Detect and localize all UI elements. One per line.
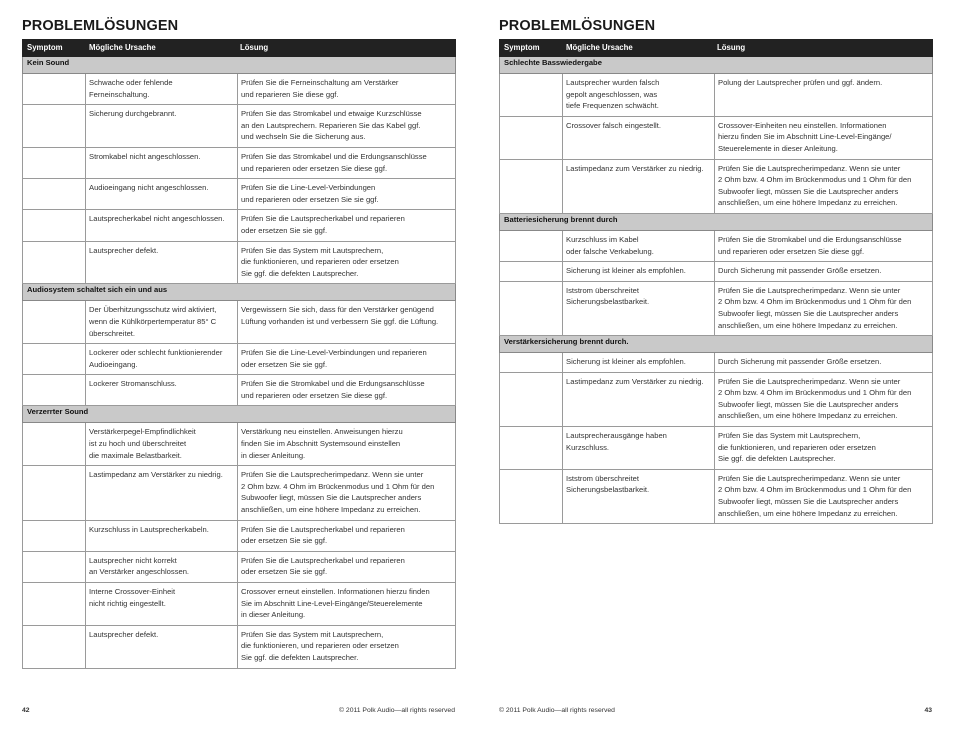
- table-row: [23, 520, 456, 551]
- symptom-cell: [23, 147, 86, 178]
- page-number: 42: [22, 707, 30, 714]
- section-heading: Verzerrter Sound: [23, 406, 456, 423]
- cause-cell: Stromkabel nicht angeschlossen.: [86, 147, 238, 178]
- symptom-cell: [23, 210, 86, 241]
- cause-cell: Iststrom überschreitet Sicherungsbelastbarkeit.: [563, 281, 715, 335]
- solution-cell: Prüfen Sie das System mit Lautsprechern, die funktionieren, und reparieren oder ersetzen Sie ggf. die defekten Lautsprecher.: [238, 625, 456, 668]
- section-row: [23, 406, 456, 423]
- symptom-cell: [23, 520, 86, 551]
- symptom-cell: [23, 105, 86, 148]
- cause-cell: Sicherung ist kleiner als empfohlen.: [563, 353, 715, 373]
- table-row: [500, 230, 933, 261]
- solution-cell: Crossover erneut einstellen. Informationen hierzu finden Sie im Abschnitt Line-Level-Eingänge/Steuerelemente in dieser Anleitung.: [238, 583, 456, 626]
- cause-cell: Lockerer Stromanschluss.: [86, 375, 238, 406]
- table-row: [500, 427, 933, 470]
- solution-cell: Durch Sicherung mit passender Größe ersetzen.: [715, 353, 933, 373]
- symptom-cell: [500, 353, 563, 373]
- cause-cell: Iststrom überschreitet Sicherungsbelastbarkeit.: [563, 469, 715, 523]
- symptom-cell: [500, 116, 563, 159]
- section-row: [500, 336, 933, 353]
- symptom-cell: [23, 423, 86, 466]
- table-row: [500, 159, 933, 213]
- solution-cell: Prüfen Sie die Ferneinschaltung am Verstärker und reparieren Sie diese ggf.: [238, 74, 456, 105]
- symptom-cell: [23, 466, 86, 520]
- cause-cell: Lautsprecher defekt.: [86, 625, 238, 668]
- table-row: [23, 74, 456, 105]
- table-row: [23, 551, 456, 582]
- section-heading: Schlechte Basswiedergabe: [500, 57, 933, 74]
- section-row: [23, 57, 456, 74]
- table-row: [23, 147, 456, 178]
- symptom-cell: [23, 551, 86, 582]
- cause-cell: Lautsprecherkabel nicht angeschlossen.: [86, 210, 238, 241]
- cause-cell: Interne Crossover-Einheit nicht richtig eingestellt.: [86, 583, 238, 626]
- header-symptom: Symptom: [500, 40, 563, 57]
- right-page: [499, 0, 932, 738]
- cause-cell: Lastimpedanz zum Verstärker zu niedrig.: [563, 372, 715, 426]
- solution-cell: Prüfen Sie die Lautsprecherimpedanz. Wenn sie unter 2 Ohm bzw. 4 Ohm im Brückenmodus und 1 Ohm für den Subwoofer liegt, müssen Sie die Lautsprecher anders anschließen, um eine höhere Impedanz zu erreichen.: [715, 469, 933, 523]
- section-heading: Verstärkersicherung brennt durch.: [500, 336, 933, 353]
- solution-cell: Prüfen Sie das System mit Lautsprechern, die funktionieren, und reparieren oder ersetzen Sie ggf. die defekten Lautsprecher.: [238, 241, 456, 284]
- solution-cell: Prüfen Sie die Lautsprecherkabel und reparieren oder ersetzen Sie sie ggf.: [238, 520, 456, 551]
- cause-cell: Crossover falsch eingestellt.: [563, 116, 715, 159]
- symptom-cell: [23, 74, 86, 105]
- cause-cell: Lautsprecherausgänge haben Kurzschluss.: [563, 427, 715, 470]
- solution-cell: Crossover-Einheiten neu einstellen. Informationen hierzu finden Sie im Abschnitt Line-Level-Eingänge/ Steuerelemente in dieser Anleitung.: [715, 116, 933, 159]
- solution-cell: Durch Sicherung mit passender Größe ersetzen.: [715, 262, 933, 282]
- header-symptom: Symptom: [23, 40, 86, 57]
- table-row: [500, 353, 933, 373]
- solution-cell: Prüfen Sie die Lautsprecherimpedanz. Wenn sie unter 2 Ohm bzw. 4 Ohm im Brückenmodus und 1 Ohm für den Subwoofer liegt, müssen Sie die Lautsprecher anders anschließen, um eine höhere Impedanz zu erreichen.: [238, 466, 456, 520]
- symptom-cell: [23, 241, 86, 284]
- symptom-cell: [500, 427, 563, 470]
- cause-cell: Der Überhitzungsschutz wird aktiviert, wenn die Kühlkörpertemperatur 85° C überschreitet.: [86, 301, 238, 344]
- symptom-cell: [23, 179, 86, 210]
- cause-cell: Kurzschluss im Kabel oder falsche Verkabelung.: [563, 230, 715, 261]
- table-row: [23, 625, 456, 668]
- cause-cell: Lautsprecher defekt.: [86, 241, 238, 284]
- table-row: [500, 262, 933, 282]
- table-header-row: [23, 40, 456, 57]
- cause-cell: Audioeingang nicht angeschlossen.: [86, 179, 238, 210]
- symptom-cell: [23, 583, 86, 626]
- solution-cell: Prüfen Sie die Lautsprecherkabel und reparieren oder ersetzen Sie sie ggf.: [238, 210, 456, 241]
- solution-cell: Prüfen Sie die Lautsprecherimpedanz. Wenn sie unter 2 Ohm bzw. 4 Ohm im Brückenmodus und 1 Ohm für den Subwoofer liegt, müssen Sie die Lautsprecher anders anschließen, um eine höhere Impedanz zu erreichen.: [715, 372, 933, 426]
- troubleshooting-table: [499, 39, 933, 524]
- section-heading: Audiosystem schaltet sich ein und aus: [23, 284, 456, 301]
- copyright-footer: © 2011 Polk Audio—all rights reserved: [499, 707, 615, 714]
- solution-cell: Verstärkung neu einstellen. Anweisungen hierzu finden Sie im Abschnitt Systemsound einstellen in dieser Anleitung.: [238, 423, 456, 466]
- table-row: [23, 105, 456, 148]
- symptom-cell: [500, 469, 563, 523]
- header-cause: Mögliche Ursache: [563, 40, 715, 57]
- cause-cell: Schwache oder fehlende Ferneinschaltung.: [86, 74, 238, 105]
- table-row: [23, 466, 456, 520]
- cause-cell: Lastimpedanz zum Verstärker zu niedrig.: [563, 159, 715, 213]
- solution-cell: Prüfen Sie die Lautsprecherkabel und reparieren oder ersetzen Sie sie ggf.: [238, 551, 456, 582]
- table-row: [23, 423, 456, 466]
- symptom-cell: [500, 74, 563, 117]
- cause-cell: Lautsprecher nicht korrekt an Verstärker angeschlossen.: [86, 551, 238, 582]
- cause-cell: Lastimpedanz am Verstärker zu niedrig.: [86, 466, 238, 520]
- solution-cell: Prüfen Sie das System mit Lautsprechern, die funktionieren, und reparieren oder ersetzen Sie ggf. die defekten Lautsprecher.: [715, 427, 933, 470]
- section-heading: Batteriesicherung brennt durch: [500, 213, 933, 230]
- symptom-cell: [23, 625, 86, 668]
- solution-cell: Vergewissern Sie sich, dass für den Verstärker genügend Lüftung vorhanden ist und verbessern Sie ggf. die Lüftung.: [238, 301, 456, 344]
- cause-cell: Verstärkerpegel-Empfindlichkeit ist zu hoch und überschreitet die maximale Belastbarkeit.: [86, 423, 238, 466]
- table-header-row: [500, 40, 933, 57]
- table-row: [23, 210, 456, 241]
- table-row: [500, 372, 933, 426]
- solution-cell: Prüfen Sie die Line-Level-Verbindungen und reparieren oder ersetzen Sie sie ggf.: [238, 344, 456, 375]
- header-solution: Lösung: [715, 40, 933, 57]
- table-row: [23, 301, 456, 344]
- solution-cell: Prüfen Sie die Line-Level-Verbindungen und reparieren oder ersetzen Sie sie ggf.: [238, 179, 456, 210]
- solution-cell: Prüfen Sie die Stromkabel und die Erdungsanschlüsse und reparieren oder ersetzen Sie diese ggf.: [238, 375, 456, 406]
- section-row: [500, 57, 933, 74]
- section-row: [500, 213, 933, 230]
- table-row: [500, 469, 933, 523]
- troubleshooting-table: [22, 39, 456, 669]
- table-row: [500, 116, 933, 159]
- page-title: PROBLEMLÖSUNGEN: [499, 18, 656, 34]
- header-solution: Lösung: [238, 40, 456, 57]
- symptom-cell: [23, 375, 86, 406]
- table-row: [23, 179, 456, 210]
- table-row: [23, 375, 456, 406]
- symptom-cell: [23, 301, 86, 344]
- symptom-cell: [500, 159, 563, 213]
- copyright-footer: © 2011 Polk Audio—all rights reserved: [339, 707, 455, 714]
- page-number: 43: [924, 707, 932, 714]
- table-row: [23, 583, 456, 626]
- solution-cell: Prüfen Sie die Lautsprecherimpedanz. Wenn sie unter 2 Ohm bzw. 4 Ohm im Brückenmodus und 1 Ohm für den Subwoofer liegt, müssen Sie die Lautsprecher anders anschließen, um eine höhere Impedanz zu erreichen.: [715, 281, 933, 335]
- table-row: [500, 281, 933, 335]
- cause-cell: Sicherung durchgebrannt.: [86, 105, 238, 148]
- symptom-cell: [23, 344, 86, 375]
- cause-cell: Sicherung ist kleiner als empfohlen.: [563, 262, 715, 282]
- cause-cell: Kurzschluss in Lautsprecherkabeln.: [86, 520, 238, 551]
- solution-cell: Prüfen Sie das Stromkabel und die Erdungsanschlüsse und reparieren oder ersetzen Sie diese ggf.: [238, 147, 456, 178]
- header-cause: Mögliche Ursache: [86, 40, 238, 57]
- solution-cell: Prüfen Sie die Lautsprecherimpedanz. Wenn sie unter 2 Ohm bzw. 4 Ohm im Brückenmodus und 1 Ohm für den Subwoofer liegt, müssen Sie die Lautsprecher anders anschließen, um eine höhere Impedanz zu erreichen.: [715, 159, 933, 213]
- table-row: [500, 74, 933, 117]
- cause-cell: Lockerer oder schlecht funktionierender Audioeingang.: [86, 344, 238, 375]
- section-row: [23, 284, 456, 301]
- table-row: [23, 241, 456, 284]
- symptom-cell: [500, 262, 563, 282]
- cause-cell: Lautsprecher wurden falsch gepolt angeschlossen, was tiefe Frequenzen schwächt.: [563, 74, 715, 117]
- page-title: PROBLEMLÖSUNGEN: [22, 18, 179, 34]
- symptom-cell: [500, 281, 563, 335]
- solution-cell: Prüfen Sie das Stromkabel und etwaige Kurzschlüsse an den Lautsprechern. Reparieren Sie das Kabel ggf. und wechseln Sie die Sicherung aus.: [238, 105, 456, 148]
- section-heading: Kein Sound: [23, 57, 456, 74]
- solution-cell: Polung der Lautsprecher prüfen und ggf. ändern.: [715, 74, 933, 117]
- table-row: [23, 344, 456, 375]
- left-page: [22, 0, 455, 738]
- symptom-cell: [500, 372, 563, 426]
- symptom-cell: [500, 230, 563, 261]
- solution-cell: Prüfen Sie die Stromkabel und die Erdungsanschlüsse und reparieren oder ersetzen Sie diese ggf.: [715, 230, 933, 261]
